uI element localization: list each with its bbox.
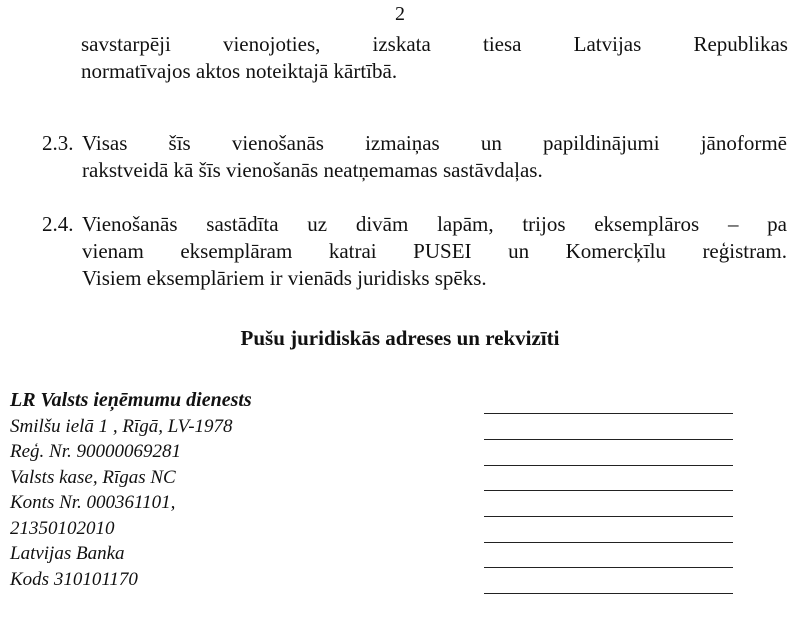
party-bank-treasury: Valsts kase, Rīgas NC: [10, 466, 176, 488]
word: sastādīta: [206, 212, 279, 236]
blank-line: [484, 542, 733, 543]
party-account-number-cont: 21350102010: [10, 517, 115, 539]
word: katrai: [328, 239, 377, 263]
word: Vienošanās: [82, 212, 178, 236]
party-bank-code: Kods 310101170: [10, 568, 138, 590]
party-account-number: Konts Nr. 000361101,: [10, 492, 176, 513]
word: lapām,: [437, 212, 494, 236]
clause-body: [82, 130, 787, 184]
word: vienam: [82, 239, 144, 263]
word: pa: [767, 212, 787, 236]
word: vienošanās: [231, 131, 324, 155]
blank-line: [484, 465, 733, 466]
party-reg-number: Reģ. Nr. 90000069281: [10, 441, 181, 462]
paragraph-continuation: [81, 31, 788, 85]
word: savstarpēji: [81, 32, 171, 56]
requisites-heading: Pušu juridiskās adreses un rekvizīti: [240, 326, 560, 350]
clause-line: [82, 130, 787, 157]
clause-2-3: [42, 130, 792, 190]
word: Komercķīlu: [565, 239, 666, 263]
word: uz: [307, 212, 328, 236]
clause-2-4: [42, 211, 792, 301]
clause-line: Visiem eksemplāriem ir vienāds juridisks spēks.: [82, 266, 487, 290]
word: reģistram.: [702, 239, 787, 263]
clause-body: [82, 211, 787, 292]
party-name: LR Valsts ieņēmumu dienests: [10, 389, 252, 411]
blank-line: [484, 567, 733, 568]
blank-line: [484, 516, 733, 517]
word: izmaiņas: [365, 131, 440, 155]
blank-line: [484, 439, 733, 440]
word: tiesa: [483, 32, 522, 56]
page-number: 2: [395, 3, 405, 25]
clause-number: 2.3.: [42, 131, 74, 155]
word: Visas: [82, 131, 128, 155]
word: izskata: [372, 32, 431, 56]
word: papildinājumi: [542, 131, 660, 155]
word: trijos: [522, 212, 566, 236]
paragraph-line: [81, 31, 788, 58]
blank-line: [484, 413, 733, 414]
clause-line: [82, 238, 787, 265]
word: eksemplāros: [594, 212, 700, 236]
word: jānoformē: [700, 131, 787, 155]
word: un: [508, 239, 530, 263]
blank-line: [484, 490, 733, 491]
word: –: [727, 212, 739, 236]
party-bank-name: Latvijas Banka: [10, 543, 125, 564]
word: un: [480, 131, 502, 155]
party-address: Smilšu ielā 1 , Rīgā, LV-1978: [10, 415, 233, 437]
word: Latvijas: [573, 32, 642, 56]
clause-number: 2.4.: [42, 212, 74, 236]
word: vienojoties,: [222, 32, 321, 56]
clause-line: rakstveidā kā šīs vienošanās neatņemamas sastāvdaļas.: [82, 158, 543, 182]
word: divām: [355, 212, 409, 236]
word: eksemplāram: [180, 239, 293, 263]
paragraph-line: normatīvajos aktos noteiktajā kārtībā.: [81, 59, 398, 83]
word: Republikas: [693, 32, 788, 56]
word: šīs: [168, 131, 191, 155]
clause-line: [82, 211, 787, 238]
word: PUSEI: [413, 239, 472, 263]
party-left-requisites: [10, 388, 430, 592]
blank-line: [484, 593, 733, 594]
